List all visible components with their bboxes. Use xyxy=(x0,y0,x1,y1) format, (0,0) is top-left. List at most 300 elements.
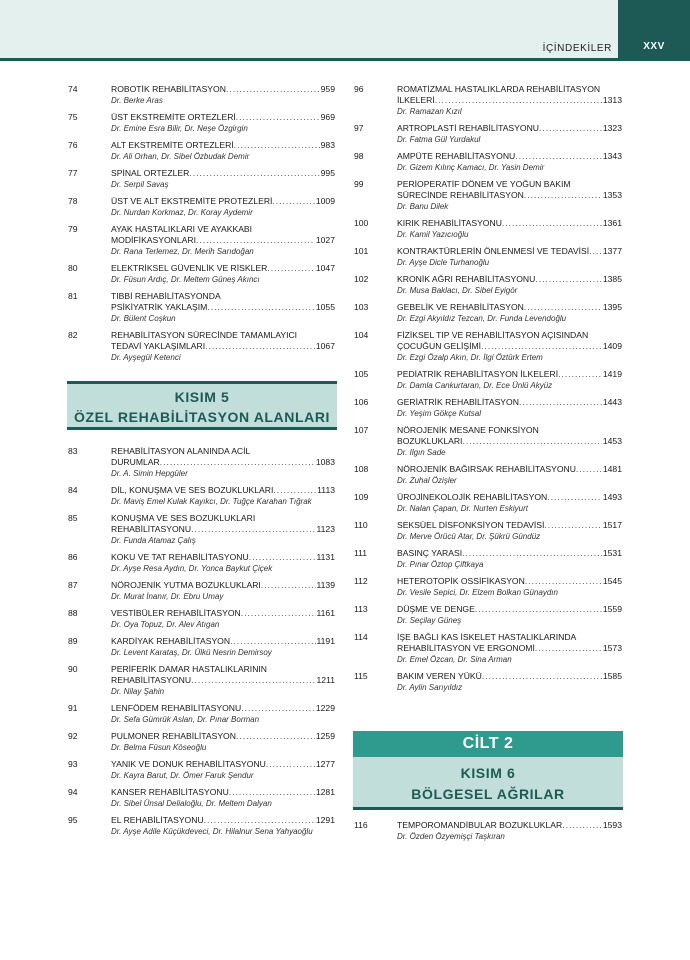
page-ref: 1113 xyxy=(317,485,335,495)
chapter-number: 79 xyxy=(68,224,78,234)
chapter-title: GEBELİK VE REHABİLİTASYON xyxy=(397,302,524,312)
toc-entry[interactable] xyxy=(354,425,622,458)
chapter-authors: Dr. Rana Terlemez, Dr. Merih Sarıdoğan xyxy=(111,247,254,256)
chapter-number: 88 xyxy=(68,608,78,618)
page-ref: 1593 xyxy=(602,820,622,830)
chapter-number: 92 xyxy=(68,731,78,741)
dot-leader xyxy=(261,580,316,591)
dot-leader xyxy=(524,190,602,201)
toc-entry[interactable] xyxy=(68,330,335,363)
chapter-number: 108 xyxy=(354,464,369,474)
chapter-title: ÇOCUĞUN GELİŞİMİ xyxy=(397,341,482,351)
chapter-info xyxy=(111,815,335,837)
chapter-title-line xyxy=(111,168,335,179)
chapter-title: AMPÜTE REHABİLİTASYONU xyxy=(397,151,516,161)
page-ref: 995 xyxy=(320,168,335,178)
toc-entry[interactable] xyxy=(68,787,335,809)
chapter-title-line xyxy=(111,580,335,591)
chapter-title: REHABİLİTASYON VE ERGONOMİ xyxy=(397,643,535,653)
dot-leader xyxy=(539,123,602,134)
chapter-title-line: REHABİLİTASYON ALANINDA ACİL xyxy=(111,446,251,456)
page-ref: 1377 xyxy=(602,246,622,256)
dot-leader xyxy=(230,636,315,647)
chapter-info xyxy=(111,446,335,479)
dot-leader xyxy=(272,196,314,207)
toc-entry[interactable] xyxy=(354,520,622,542)
page-ref: 1027 xyxy=(315,235,335,245)
page-ref: 1395 xyxy=(602,302,622,312)
page-ref: 1361 xyxy=(602,218,622,228)
toc-entry[interactable] xyxy=(354,179,622,212)
chapter-authors: Dr. Ayşe Dicle Turhanoğlu xyxy=(397,258,490,267)
chapter-title-line: AYAK HASTALIKLARI VE AYAKKABI xyxy=(111,224,253,234)
chapter-info xyxy=(397,576,622,598)
chapter-title-line xyxy=(111,457,335,468)
chapter-title-line xyxy=(397,151,622,162)
chapter-number: 80 xyxy=(68,263,78,273)
chapter-title-line xyxy=(111,608,335,619)
chapter-authors: Dr. Emel Özcan, Dr. Sina Arman xyxy=(397,655,512,664)
chapter-title-line xyxy=(397,302,622,313)
chapter-title: ÜST EKSTREMİTE ORTEZLERİ xyxy=(111,112,236,122)
toc-entry[interactable] xyxy=(68,291,335,324)
chapter-title-line xyxy=(397,218,622,229)
chapter-number: 110 xyxy=(354,520,368,530)
toc-entry[interactable] xyxy=(354,151,622,173)
chapter-authors: Dr. Ramazan Kızıl xyxy=(397,107,462,116)
dot-leader xyxy=(191,675,315,686)
chapter-title-line: İŞE BAĞLI KAS İSKELET HASTALIKLARINDA xyxy=(397,632,577,642)
chapter-title-line xyxy=(111,485,335,496)
toc-list xyxy=(68,84,335,363)
dot-leader xyxy=(519,397,602,408)
chapter-info xyxy=(397,84,622,117)
chapter-info xyxy=(397,492,622,514)
chapter-title-line xyxy=(111,235,335,246)
dot-leader xyxy=(236,731,315,742)
chapter-title: PEDİATRİK REHABİLİTASYON İLKELERİ xyxy=(397,369,559,379)
chapter-authors: Dr. Nilay Şahin xyxy=(111,687,165,696)
page-ref: 1131 xyxy=(316,552,335,562)
chapter-authors: Dr. Yeşim Gökçe Kutsal xyxy=(397,409,482,418)
dot-leader xyxy=(558,369,602,380)
dot-leader xyxy=(273,485,316,496)
chapter-title: SÜRECİNDE REHABİLİTASYON xyxy=(397,190,524,200)
toc-entry[interactable] xyxy=(354,671,622,693)
page-ref: 1585 xyxy=(602,671,622,681)
chapter-title: ALT EKSTREMİTE ORTEZLERİ xyxy=(111,140,234,150)
toc-entry[interactable] xyxy=(68,759,335,781)
chapter-info xyxy=(111,513,335,546)
dot-leader xyxy=(562,820,602,831)
chapter-number: 114 xyxy=(354,632,368,642)
chapter-number: 90 xyxy=(68,664,78,674)
page-ref: 1191 xyxy=(316,636,335,646)
toc-entry[interactable] xyxy=(354,218,622,240)
chapter-title-line xyxy=(111,552,335,563)
dot-leader xyxy=(205,341,315,352)
toc-entry[interactable] xyxy=(68,84,335,106)
chapter-info xyxy=(111,196,335,218)
dot-leader xyxy=(502,218,602,229)
toc-entry[interactable] xyxy=(68,485,335,507)
chapter-title-line xyxy=(397,369,622,380)
dot-leader xyxy=(544,520,601,531)
toc-entry[interactable] xyxy=(354,302,622,324)
page-ref: 1083 xyxy=(315,457,335,467)
chapter-info xyxy=(397,246,622,268)
toc-entry[interactable] xyxy=(68,731,335,753)
chapter-title-line: TIBBİ REHABİLİTASYONDA xyxy=(111,291,221,301)
chapter-title: BAKIM VEREN YÜKÜ xyxy=(397,671,482,681)
chapter-authors: Dr. Ayşe Resa Aydın, Dr. Yonca Baykut Çiçek xyxy=(111,564,273,573)
chapter-title: PULMONER REHABİLİTASYON xyxy=(111,731,236,741)
chapter-authors: Dr. Özden Özyemişçi Taşkıran xyxy=(397,832,505,841)
toc-entry[interactable] xyxy=(354,632,622,665)
toc-entry[interactable] xyxy=(354,84,622,117)
chapter-info xyxy=(111,608,335,630)
chapter-title-line xyxy=(111,636,335,647)
chapter-title-line: NÖROJENİK MESANE FONKSİYON xyxy=(397,425,539,435)
dot-leader xyxy=(535,274,602,285)
chapter-authors: Dr. Nalan Çapan, Dr. Nurten Eskiyurt xyxy=(397,504,529,513)
chapter-info xyxy=(111,485,335,507)
toc-entry[interactable] xyxy=(354,123,622,145)
chapter-title-line xyxy=(397,436,622,447)
chapter-info xyxy=(111,84,335,106)
chapter-authors: Dr. Gizem Kılınç Kamacı, Dr. Yasin Demir xyxy=(397,163,545,172)
chapter-info xyxy=(111,263,335,285)
chapter-authors: Dr. Ali Orhan, Dr. Sibel Özbudak Demir xyxy=(111,152,250,161)
chapter-info xyxy=(397,520,622,542)
chapter-info xyxy=(111,140,335,162)
chapter-number: 87 xyxy=(68,580,78,590)
chapter-title-line xyxy=(397,397,622,408)
chapter-number: 74 xyxy=(68,84,78,94)
chapter-number: 77 xyxy=(68,168,78,178)
chapter-info xyxy=(397,464,622,486)
chapter-number: 93 xyxy=(68,759,78,769)
chapter-title: ÜROJİNEKOLOJİK REHABİLİTASYON xyxy=(397,492,548,502)
chapter-authors: Dr. Aylin Sarıyıldız xyxy=(397,683,463,692)
part-title: BÖLGESEL AĞRILAR xyxy=(411,786,565,802)
chapter-number: 84 xyxy=(68,485,78,495)
toc-entry[interactable] xyxy=(68,513,335,546)
chapter-title-line xyxy=(397,123,622,134)
chapter-info xyxy=(111,330,335,363)
toc-entry[interactable] xyxy=(68,224,335,257)
chapter-number: 106 xyxy=(354,397,369,407)
toc-entry[interactable] xyxy=(354,820,622,842)
toc-entry[interactable] xyxy=(68,263,335,285)
toc-entry[interactable] xyxy=(68,815,335,837)
chapter-title-line: KONUŞMA VE SES BOZUKLUKLARI xyxy=(111,513,256,523)
page-ref: 1385 xyxy=(602,274,622,284)
chapter-info xyxy=(397,274,622,296)
chapter-number: 76 xyxy=(68,140,78,150)
chapter-info xyxy=(111,112,335,134)
chapter-title: KRONİK AĞRI REHABİLİTASYONU xyxy=(397,274,536,284)
chapter-title-line xyxy=(397,604,622,615)
chapter-authors: Dr. Maviş Emel Kulak Kayıkcı, Dr. Tuğçe Karahan Tığrak xyxy=(111,497,312,506)
dot-leader xyxy=(267,263,315,274)
chapter-authors: Dr. Vesile Sepici, Dr. Elzem Bolkan Günaydın xyxy=(397,588,558,597)
page-ref: 1559 xyxy=(602,604,622,614)
chapter-title: VESTİBÜLER REHABİLİTASYON xyxy=(111,608,241,618)
heading-bottom-rule xyxy=(67,427,337,430)
chapter-title: REHABİLİTASYONU xyxy=(111,524,192,534)
chapter-title: BOZUKLUKLARI xyxy=(397,436,463,446)
chapter-title-line xyxy=(111,196,335,207)
chapter-authors: Dr. Merve Örücü Atar, Dr. Şükrü Gündüz xyxy=(397,532,541,541)
toc-entry[interactable] xyxy=(68,664,335,697)
toc-entry[interactable] xyxy=(354,330,622,363)
chapter-number: 97 xyxy=(354,123,364,133)
chapter-title-line xyxy=(397,464,622,475)
page-ref: 1229 xyxy=(315,703,335,713)
page-ref: 1161 xyxy=(316,608,335,618)
chapter-info xyxy=(397,604,622,626)
page-ref: 1545 xyxy=(602,576,622,586)
chapter-info xyxy=(111,664,335,697)
page-ref: 1453 xyxy=(602,436,622,446)
chapter-number: 95 xyxy=(68,815,78,825)
page-ref: 1139 xyxy=(316,580,335,590)
toc-entry[interactable] xyxy=(354,274,622,296)
chapter-title: KARDİYAK REHABİLİTASYON xyxy=(111,636,231,646)
page-ref: 1259 xyxy=(315,731,335,741)
dot-leader xyxy=(515,151,602,162)
chapter-number: 102 xyxy=(354,274,369,284)
chapter-title-line xyxy=(397,643,622,654)
chapter-authors: Dr. Ezgi Özalp Akın, Dr. İlgi Öztürk Ertem xyxy=(397,353,543,362)
dot-leader xyxy=(207,302,315,313)
chapter-title: ÜST VE ALT EKSTREMİTE PROTEZLERİ xyxy=(111,196,273,206)
page-ref: 1009 xyxy=(315,196,335,206)
chapter-number: 107 xyxy=(354,425,369,435)
chapter-info xyxy=(111,703,335,725)
dot-leader xyxy=(191,524,315,535)
chapter-title-line xyxy=(397,520,622,531)
toc-entry[interactable] xyxy=(68,580,335,602)
toc-entry[interactable] xyxy=(354,576,622,598)
chapter-info xyxy=(397,151,622,173)
chapter-title-line xyxy=(397,95,622,106)
chapter-title: KANSER REHABİLİTASYONU xyxy=(111,787,229,797)
toc-entry[interactable] xyxy=(354,246,622,268)
chapter-authors: Dr. Murat İnanır, Dr. Ebru Umay xyxy=(111,592,224,601)
chapter-number: 99 xyxy=(354,179,364,189)
chapter-info xyxy=(397,820,622,842)
dot-leader xyxy=(241,608,316,619)
chapter-title-line xyxy=(397,576,622,587)
chapter-info xyxy=(111,759,335,781)
page-ref: 969 xyxy=(320,112,335,122)
chapter-authors: Dr. Funda Atamaz Çalış xyxy=(111,536,196,545)
toc-list xyxy=(354,84,622,693)
chapter-title: ELEKTRİKSEL GÜVENLİK VE RİSKLER xyxy=(111,263,268,273)
dot-leader xyxy=(462,548,602,559)
page-ref: 1419 xyxy=(602,369,622,379)
part-5-heading xyxy=(67,381,337,430)
chapter-title: PSİKİYATRİK YAKLAŞIM xyxy=(111,302,208,312)
chapter-title-line xyxy=(111,815,335,826)
chapter-title-line xyxy=(397,246,622,257)
toc-entry[interactable] xyxy=(354,369,622,391)
chapter-authors: Dr. Ezgi Akyıldız Tezcan, Dr. Funda Levendoğlu xyxy=(397,314,567,323)
dot-leader xyxy=(229,787,315,798)
chapter-number: 104 xyxy=(354,330,369,340)
chapter-number: 105 xyxy=(354,369,369,379)
page-ref: 983 xyxy=(320,140,335,150)
toc-entry[interactable] xyxy=(68,140,335,162)
chapter-number: 100 xyxy=(354,218,369,228)
chapter-info xyxy=(397,369,622,391)
chapter-title-line xyxy=(111,263,335,274)
chapter-title-line xyxy=(397,274,622,285)
chapter-title-line xyxy=(111,703,335,714)
page-ref: 1323 xyxy=(602,123,622,133)
header-rule xyxy=(0,58,690,61)
toc-entry[interactable] xyxy=(354,464,622,486)
chapter-number: 89 xyxy=(68,636,78,646)
dot-leader xyxy=(475,604,602,615)
dot-leader xyxy=(189,168,319,179)
chapter-title: GERİATRİK REHABİLİTASYON xyxy=(397,397,519,407)
chapter-authors: Dr. Pınar Öztop Çiftkaya xyxy=(397,560,484,569)
chapter-info xyxy=(111,787,335,809)
chapter-title: HETEROTOPİK OSSİFİKASYON xyxy=(397,576,525,586)
chapter-info xyxy=(111,168,335,190)
chapter-title: EL REHABİLİTASYONU xyxy=(111,815,204,825)
volume-title: CİLT 2 xyxy=(353,731,623,757)
chapter-title-line: PERİFERİK DAMAR HASTALIKLARININ xyxy=(111,664,267,674)
page-ref: 1291 xyxy=(315,815,335,825)
chapter-title-line xyxy=(111,787,335,798)
chapter-authors: Dr. Serpil Savaş xyxy=(111,180,169,189)
page-ref: 1493 xyxy=(602,492,622,502)
chapter-authors: Dr. Ayşe Adile Küçükdeveci, Dr. Hilalnur Sena Yahyaoğlu xyxy=(111,827,313,836)
chapter-info xyxy=(111,224,335,257)
chapter-title-line xyxy=(397,190,622,201)
chapter-title-line xyxy=(111,731,335,742)
chapter-title-line xyxy=(111,84,335,95)
chapter-title-line xyxy=(111,112,335,123)
chapter-authors: Dr. Seçilay Güneş xyxy=(397,616,462,625)
dot-leader xyxy=(236,112,320,123)
page-ref: 1123 xyxy=(316,524,335,534)
chapter-title-line xyxy=(397,671,622,682)
chapter-title-line xyxy=(111,759,335,770)
toc-entry[interactable] xyxy=(354,548,622,570)
chapter-number: 81 xyxy=(68,291,78,301)
page-ref: 959 xyxy=(320,84,335,94)
dot-leader xyxy=(234,140,320,151)
chapter-authors: Dr. Berke Aras xyxy=(111,96,163,105)
chapter-title: LENFÖDEM REHABİLİTASYONU xyxy=(111,703,242,713)
page-ref: 1517 xyxy=(602,520,622,530)
chapter-title: KONTRAKTÜRLERİN ÖNLENMESİ VE TEDAVİSİ xyxy=(397,246,590,256)
chapter-authors: Dr. Musa Baklacı, Dr. Sibel Eyigör xyxy=(397,286,518,295)
toc-entry[interactable] xyxy=(354,397,622,419)
chapter-number: 94 xyxy=(68,787,78,797)
toc-entry[interactable] xyxy=(68,552,335,574)
chapter-number: 112 xyxy=(354,576,368,586)
chapter-info xyxy=(397,425,622,458)
toc-entry[interactable] xyxy=(68,703,335,725)
chapter-title: DİL, KONUŞMA VE SES BOZUKLUKLARI xyxy=(111,485,274,495)
chapter-info xyxy=(397,179,622,212)
chapter-authors: Dr. Damla Cankurtaran, Dr. Ece Ünlü Akyüz xyxy=(397,381,553,390)
chapter-number: 101 xyxy=(354,246,369,256)
chapter-info xyxy=(111,552,335,574)
chapter-number: 91 xyxy=(68,703,78,713)
chapter-title: DURUMLAR xyxy=(111,457,160,467)
chapter-info xyxy=(397,218,622,240)
chapter-title: DÜŞME VE DENGE xyxy=(397,604,475,614)
dot-leader xyxy=(525,576,602,587)
page-ref: 1481 xyxy=(602,464,622,474)
chapter-info xyxy=(111,291,335,324)
dot-leader xyxy=(524,302,602,313)
toc-entry[interactable] xyxy=(354,604,622,626)
chapter-number: 98 xyxy=(354,151,364,161)
chapter-title-line: PERİOPERATİF DÖNEM VE YOĞUN BAKIM xyxy=(397,179,571,189)
toc-entry[interactable] xyxy=(68,608,335,630)
dot-leader xyxy=(547,492,602,503)
toc-entry[interactable] xyxy=(68,112,335,134)
chapter-authors: Dr. Fatma Gül Yurdakul xyxy=(397,135,481,144)
chapter-title: BASINÇ YARASI xyxy=(397,548,463,558)
page-ref: 1573 xyxy=(602,643,622,653)
chapter-info xyxy=(111,580,335,602)
chapter-authors: Dr. A. Simin Hepgüler xyxy=(111,469,188,478)
chapter-authors: Dr. Ilgın Sade xyxy=(397,448,446,457)
chapter-title: ARTROPLASTİ REHABİLİTASYONU xyxy=(397,123,539,133)
chapter-title-line xyxy=(397,820,622,831)
chapter-authors: Dr. Sefa Gümrük Aslan, Dr. Pınar Borman xyxy=(111,715,260,724)
toc-entry[interactable] xyxy=(354,492,622,514)
toc-entry[interactable] xyxy=(68,636,335,658)
chapter-title: SEKSÜEL DİSFONKSİYON TEDAVİSİ xyxy=(397,520,545,530)
volume-2-heading xyxy=(353,731,623,810)
part-title: ÖZEL REHABİLİTASYON ALANLARI xyxy=(73,409,331,425)
page-ref: 1055 xyxy=(315,302,335,312)
chapter-number: 111 xyxy=(354,548,368,558)
page-ref: 1281 xyxy=(315,787,335,797)
toc-entry[interactable] xyxy=(68,196,335,218)
chapter-title: KIRIK REHABİLİTASYONU xyxy=(397,218,502,228)
page-ref: 1047 xyxy=(315,263,335,273)
chapter-info xyxy=(397,123,622,145)
chapter-authors: Dr. Füsun Ardıç, Dr. Meltem Güneş Akıncı xyxy=(111,275,260,284)
chapter-info xyxy=(397,397,622,419)
chapter-title-line: FİZİKSEL TIP VE REHABİLİTASYON AÇISINDAN xyxy=(397,330,589,340)
dot-leader xyxy=(462,436,601,447)
chapter-title-line: ROMATİZMAL HASTALIKLARDA REHABİLİTASYON xyxy=(397,84,601,94)
chapter-title: NÖROJENİK YUTMA BOZUKLUKLARI xyxy=(111,580,261,590)
chapter-authors: Dr. Kamil Yazıcıoğlu xyxy=(397,230,469,239)
toc-entry[interactable] xyxy=(68,168,335,190)
chapter-authors: Dr. Kayra Barut, Dr. Ömer Faruk Şendur xyxy=(111,771,254,780)
dot-leader xyxy=(589,246,602,257)
toc-list xyxy=(354,820,622,842)
chapter-info xyxy=(397,671,622,693)
dot-leader xyxy=(249,552,316,563)
toc-entry[interactable] xyxy=(68,446,335,479)
chapter-info xyxy=(397,330,622,363)
chapter-authors: Dr. Ayşegül Ketenci xyxy=(111,353,181,362)
